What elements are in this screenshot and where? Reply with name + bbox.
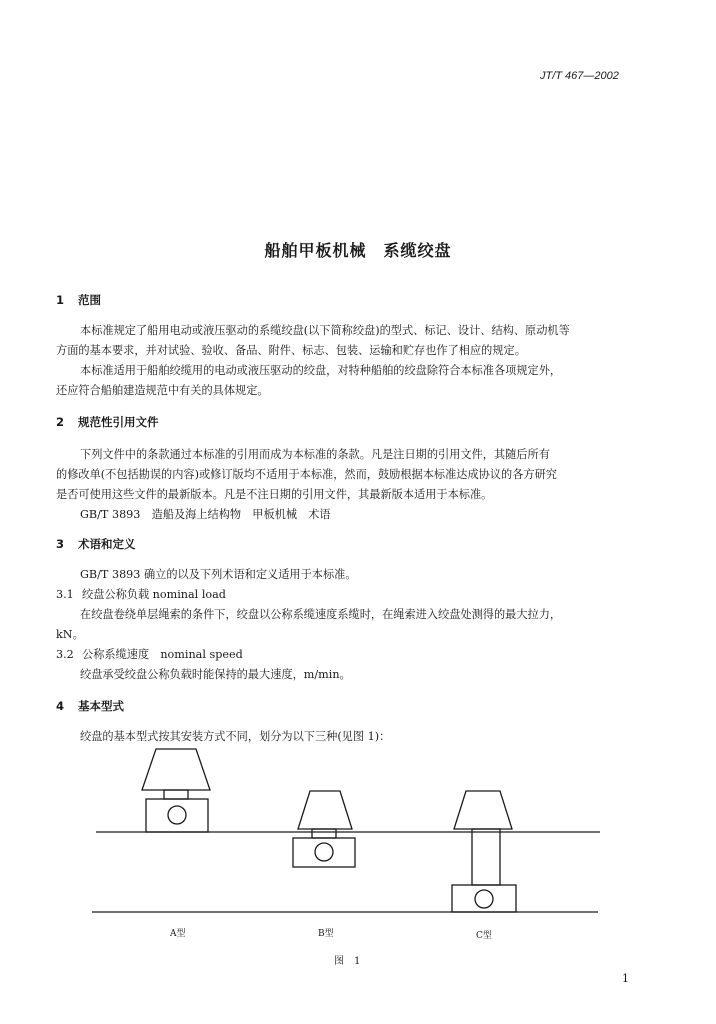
- figure-label-type-c: C型: [476, 931, 492, 941]
- paragraph-line: 是否可使用这些文件的最新版本。凡是不注日期的引用文件，其最新版本适用于本标准。: [56, 488, 493, 501]
- subsection-number: 3.1: [56, 588, 74, 601]
- drive-motor-icon: [315, 843, 333, 861]
- subsection-number: 3.2: [56, 648, 74, 661]
- paragraph-line: 的修改单(不包括勘误的内容)或修订版均不适用于本标准，然而，鼓励根据本标准达成协议的各方研究: [56, 468, 557, 481]
- paragraph-line: 本标准规定了船用电动或液压驱动的系缆绞盘(以下简称绞盘)的型式、标记、设计、结构、原动机等: [80, 324, 570, 337]
- paragraph-line: 绞盘的基本型式按其安装方式不同，划分为以下三种(见图 1)：: [80, 730, 391, 743]
- capstan-head-icon: [454, 791, 512, 829]
- paragraph-line: 本标准适用于船舶绞缆用的电动或液压驱动的绞盘，对特种船舶的绞盘除符合本标准各项规定外，: [80, 364, 562, 377]
- section-number: 3: [56, 537, 65, 551]
- figure-caption: 图 1: [334, 956, 361, 967]
- capstan-shaft: [472, 829, 500, 885]
- paragraph-line: 方面的基本要求，并对试验、验收、备品、附件、标志、包装、运输和贮存也作了相应的规定。: [56, 344, 526, 357]
- term-definition: kN。: [56, 628, 84, 641]
- paragraph-line: GB/T 3893 确立的以及下列术语和定义适用于本标准。: [80, 568, 357, 581]
- drive-motor-icon: [475, 890, 493, 908]
- capstan-head-icon: [142, 749, 210, 790]
- term-name: 绞盘公称负载 nominal load: [82, 588, 226, 601]
- normative-reference: GB/T 3893 造船及海上结构物 甲板机械 术语: [80, 508, 331, 521]
- drive-unit-box: [146, 799, 208, 832]
- section-title: 范围: [78, 293, 101, 307]
- drive-motor-icon: [168, 806, 186, 824]
- capstan-head-icon: [298, 791, 352, 829]
- figure-label-type-a: A型: [170, 929, 186, 939]
- paragraph-line: 下列文件中的条款通过本标准的引用而成为本标准的条款。凡是注日期的引用文件，其随后所有: [80, 448, 550, 461]
- paragraph-line: 还应符合船舶建造规范中有关的具体规定。: [56, 384, 269, 397]
- term-name: 公称系缆速度 nominal speed: [82, 648, 243, 661]
- page-title: 船舶甲板机械 系缆绞盘: [264, 241, 452, 260]
- document-number: JT/T 467—2002: [540, 70, 619, 82]
- capstan-type-c: [452, 791, 516, 912]
- page-number: 1: [622, 972, 629, 985]
- capstan-neck: [164, 790, 188, 799]
- section-number: 1: [56, 293, 65, 307]
- capstan-type-b: [293, 791, 355, 867]
- section-title: 基本型式: [78, 699, 124, 713]
- section-number: 2: [56, 415, 65, 429]
- section-title: 规范性引用文件: [78, 415, 159, 429]
- capstan-type-a: [142, 749, 210, 832]
- term-definition: 绞盘承受绞盘公称负载时能保持的最大速度，m/min。: [80, 668, 351, 681]
- capstan-neck: [312, 829, 336, 838]
- section-number: 4: [56, 699, 65, 713]
- figure-label-type-b: B型: [318, 929, 334, 939]
- drive-unit-box: [293, 838, 355, 867]
- term-definition: 在绞盘卷绕单层绳索的条件下，绞盘以公称系缆速度系缆时，在绳索进入绞盘处测得的最大拉力，: [80, 608, 562, 621]
- section-title: 术语和定义: [78, 537, 136, 551]
